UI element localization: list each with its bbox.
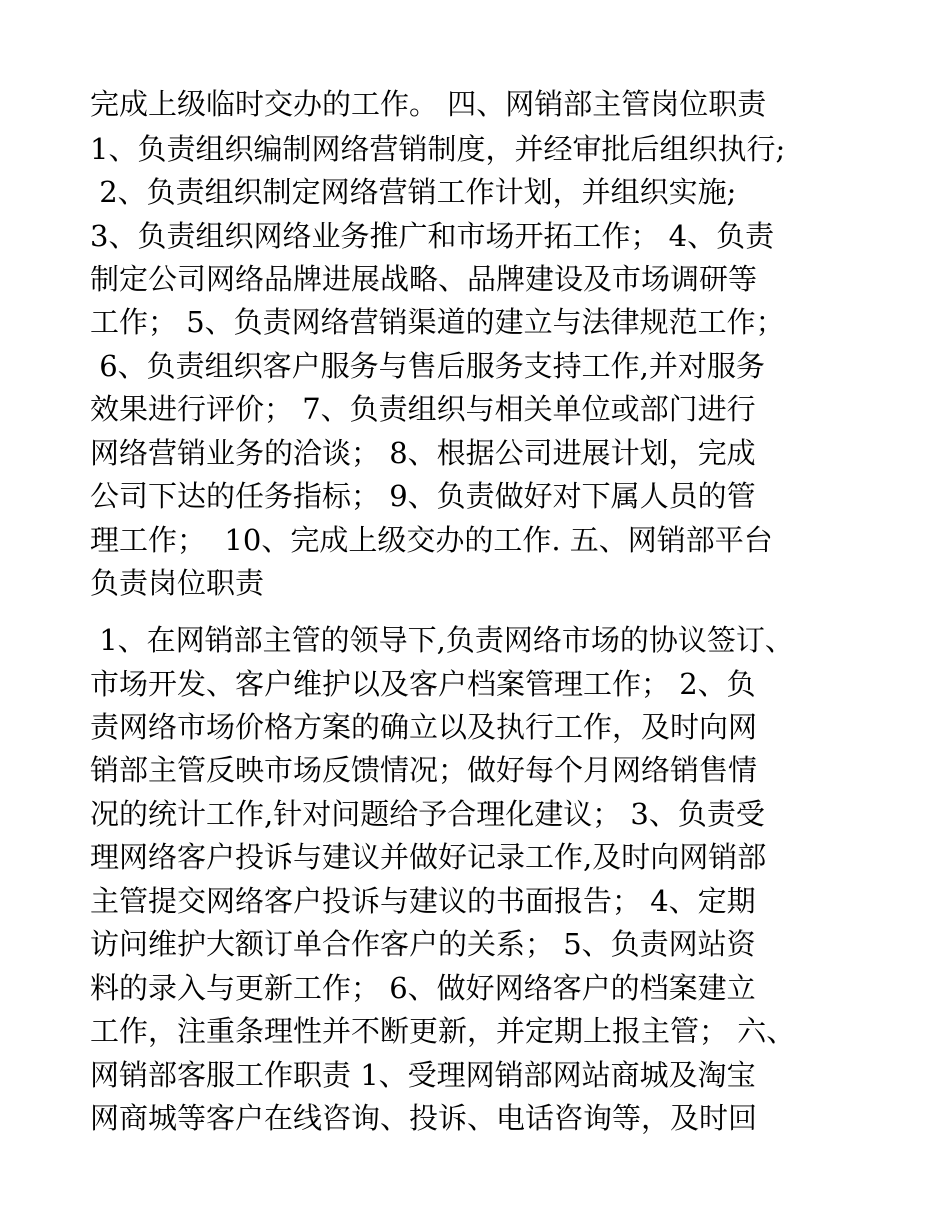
text-line: 料的录入与更新工作； 6、做好网络客户的档案建立 xyxy=(90,971,756,1005)
text-line: 1、负责组织编制网络营销制度，并经审批后组织执行; xyxy=(90,132,786,166)
text-line: 网络营销业务的洽谈； 8、根据公司进展计划，完成 xyxy=(90,436,756,470)
text-line: 工作； 5、负责网络营销渠道的建立与法律规范工作； xyxy=(90,305,785,339)
text-line: 6、负责组织客户服务与售后服务支持工作,并对服务 xyxy=(90,349,765,383)
text-line: 销部主管反映市场反馈情况；做好每个月网络销售情 xyxy=(90,753,758,787)
text-line: 网销部客服工作职责 1、受理网销部网站商城及淘宝 xyxy=(90,1058,756,1092)
text-line: 制定公司网络品牌进展战略、品牌建设及市场调研等 xyxy=(90,262,758,296)
text-line: 3、负责组织网络业务推广和市场开拓工作； 4、负责 xyxy=(90,219,775,253)
text-line: 市场开发、客户维护以及客户档案管理工作； 2、负 xyxy=(90,667,756,701)
text-line: 效果进行评价； 7、负责组织与相关单位或部门进行 xyxy=(90,392,756,426)
text-line: 公司下达的任务指标； 9、负责做好对下属人员的管 xyxy=(90,479,756,513)
text-line: 理网络客户投诉与建议并做好记录工作,及时向网销部 xyxy=(90,840,767,874)
text-line: 完成上级临时交办的工作。 四、网销部主管岗位职责 xyxy=(90,87,767,121)
text-line: 工作，注重条理性并不断更新，并定期上报主管； 六、 xyxy=(90,1014,796,1048)
text-line: 理工作； 10、完成上级交办的工作. 五、网销部平台 xyxy=(90,523,773,557)
text-line: 负责岗位职责 xyxy=(90,566,265,600)
text-line: 况的统计工作,针对问题给予合理化建议； 3、负责受 xyxy=(90,797,765,831)
text-line: 2、负责组织制定网络营销工作计划，并组织实施; xyxy=(90,175,737,209)
text-line: 主管提交网络客户投诉与建议的书面报告； 4、定期 xyxy=(90,884,756,918)
text-line: 访问维护大额订单合作客户的关系； 5、负责网站资 xyxy=(90,927,756,961)
text-line: 1、在网销部主管的领导下,负责网络市场的协议签订、 xyxy=(90,623,794,657)
text-line: 网商城等客户在线咨询、投诉、电话咨询等，及时回 xyxy=(90,1101,758,1135)
text-line: 责网络市场价格方案的确立以及执行工作，及时向网 xyxy=(90,710,758,744)
